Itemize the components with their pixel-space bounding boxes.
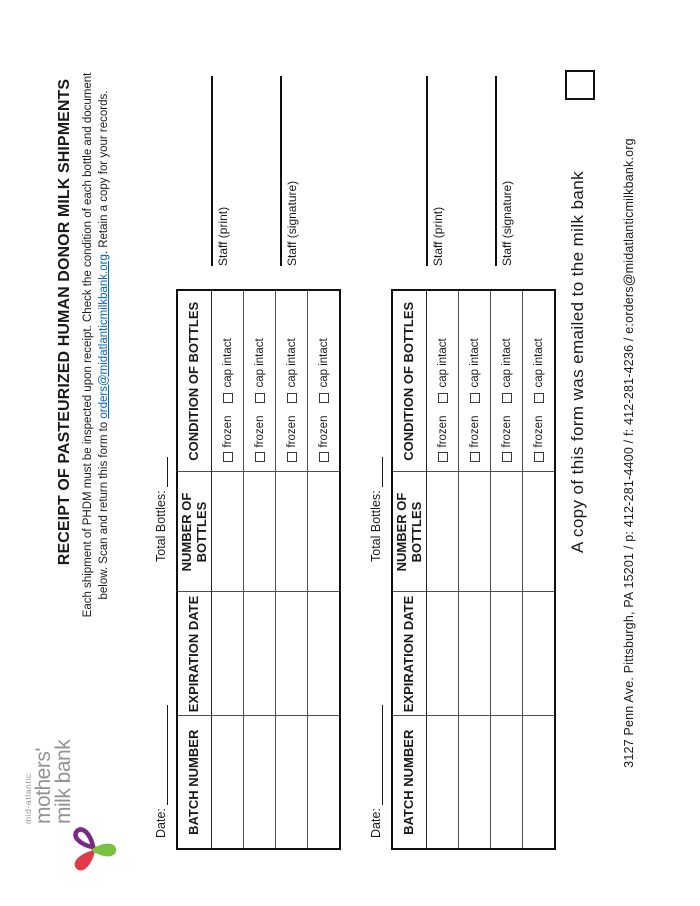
expiration-date-cell[interactable]: [523, 592, 556, 716]
shipment-table: [391, 289, 556, 850]
date-fill-line[interactable]: [369, 705, 383, 805]
table-row: [276, 290, 308, 849]
frozen-checkbox[interactable]: [223, 453, 233, 463]
number-of-bottles-cell[interactable]: [459, 472, 491, 592]
milk-bank-logo: [24, 740, 132, 882]
frozen-label: frozen: [253, 415, 266, 448]
batch-number-cell[interactable]: [276, 716, 308, 849]
date-fill-line[interactable]: [154, 705, 168, 805]
cap-intact-label: cap intact: [468, 338, 481, 388]
condition-cell: [276, 290, 308, 472]
logo-name-line2: milk bank: [52, 739, 76, 824]
batch-number-cell[interactable]: [523, 716, 556, 849]
expiration-date-cell[interactable]: [491, 592, 523, 716]
expiration-date-cell[interactable]: [308, 592, 341, 716]
number-of-bottles-cell[interactable]: [276, 472, 308, 592]
cap-intact-label: cap intact: [285, 338, 298, 388]
logo-tagline: mid-atlantic: [23, 773, 33, 824]
frozen-label: frozen: [221, 415, 234, 448]
logo-name-line1: mothers': [31, 748, 55, 824]
purple-loop: [73, 827, 97, 851]
expiration-date-cell[interactable]: [276, 592, 308, 716]
cap-intact-label: cap intact: [221, 338, 234, 388]
droplet-flower-icon: [60, 818, 132, 882]
frozen-checkbox[interactable]: [534, 453, 544, 463]
condition-cell: [244, 290, 276, 472]
staff-print-label: Staff (print): [216, 206, 230, 266]
frozen-checkbox[interactable]: [287, 453, 297, 463]
table-row: [244, 290, 276, 849]
table-row: [427, 290, 459, 849]
staff-signature-label: Staff (signature): [500, 180, 514, 266]
frozen-checkbox[interactable]: [502, 453, 512, 463]
staff-print-label: Staff (print): [431, 206, 445, 266]
cap-intact-checkbox[interactable]: [534, 393, 544, 403]
column-header-number-of-bottles: NUMBER OF BOTTLES: [177, 472, 212, 592]
table-header-row: [177, 290, 212, 849]
total-bottles-label: Total Bottles:: [369, 490, 383, 562]
column-header-expiration-date: EXPIRATION DATE: [177, 592, 212, 716]
condition-cell: [491, 290, 523, 472]
cap-intact-checkbox[interactable]: [502, 393, 512, 403]
cap-intact-checkbox[interactable]: [223, 393, 233, 403]
cap-intact-checkbox[interactable]: [438, 393, 448, 403]
frozen-label: frozen: [532, 415, 545, 448]
condition-cell: [308, 290, 341, 472]
date-label: Date:: [369, 808, 383, 838]
staff-signature-line[interactable]: [280, 76, 282, 266]
instructions-line1: Each shipment of PHDM must be inspected upon receipt. Check the condition of each bottle and document: [82, 72, 94, 618]
form-header: [56, 14, 112, 676]
column-header-condition-of-bottles: CONDITION OF BOTTLES: [392, 290, 427, 472]
cap-intact-checkbox[interactable]: [319, 393, 329, 403]
cap-intact-label: cap intact: [532, 338, 545, 388]
form-instructions: [81, 14, 112, 676]
orders-email-link[interactable]: orders@midatlanticmilkbank.org: [97, 254, 110, 419]
frozen-checkbox[interactable]: [319, 453, 329, 463]
emailed-confirmation-label: A copy of this form was emailed to the milk bank: [568, 170, 587, 553]
column-header-batch-number: BATCH NUMBER: [177, 716, 212, 849]
frozen-label: frozen: [285, 415, 298, 448]
cap-intact-checkbox[interactable]: [287, 393, 297, 403]
shipment-table: [176, 289, 341, 850]
cap-intact-checkbox[interactable]: [470, 393, 480, 403]
number-of-bottles-cell[interactable]: [427, 472, 459, 592]
batch-number-cell[interactable]: [212, 716, 244, 849]
frozen-label: frozen: [436, 415, 449, 448]
batch-number-cell[interactable]: [308, 716, 341, 849]
instructions-line2-post: . Retain a copy for your records.: [97, 90, 110, 255]
cap-intact-label: cap intact: [436, 338, 449, 388]
column-header-expiration-date: EXPIRATION DATE: [392, 592, 427, 716]
number-of-bottles-cell[interactable]: [212, 472, 244, 592]
frozen-checkbox[interactable]: [470, 453, 480, 463]
cap-intact-label: cap intact: [253, 338, 266, 388]
condition-cell: [459, 290, 491, 472]
number-of-bottles-cell[interactable]: [308, 472, 341, 592]
table-row: [491, 290, 523, 849]
number-of-bottles-cell[interactable]: [491, 472, 523, 592]
condition-cell: [427, 290, 459, 472]
table-row: [459, 290, 491, 849]
column-header-condition-of-bottles: CONDITION OF BOTTLES: [177, 290, 212, 472]
instructions-line2-pre: below. Scan and return this form to: [97, 418, 110, 600]
condition-cell: [523, 290, 556, 472]
expiration-date-cell[interactable]: [212, 592, 244, 716]
expiration-date-cell[interactable]: [459, 592, 491, 716]
cap-intact-label: cap intact: [317, 338, 330, 388]
footer-address: 3127 Penn Ave. Pittsburgh, PA 15201 / p: 412-281-4400 / f: 412-281-4236 / e:orders@midatlanticmilkbank.org: [622, 138, 636, 768]
date-label: Date:: [154, 808, 168, 838]
frozen-label: frozen: [468, 415, 481, 448]
staff-print-signature-line[interactable]: [211, 76, 213, 266]
number-of-bottles-cell[interactable]: [523, 472, 556, 592]
total-bottles-fill-line[interactable]: [154, 457, 168, 487]
column-header-batch-number: BATCH NUMBER: [392, 716, 427, 849]
emailed-checkbox[interactable]: [565, 70, 595, 100]
cap-intact-checkbox[interactable]: [255, 393, 265, 403]
frozen-checkbox[interactable]: [438, 453, 448, 463]
table-header-row: [392, 290, 427, 849]
total-bottles-label: Total Bottles:: [154, 490, 168, 562]
table-row: [308, 290, 341, 849]
batch-number-cell[interactable]: [244, 716, 276, 849]
column-header-number-of-bottles: NUMBER OF BOTTLES: [392, 472, 427, 592]
expiration-date-cell[interactable]: [244, 592, 276, 716]
batch-number-cell[interactable]: [459, 716, 491, 849]
staff-print-signature-line[interactable]: [426, 76, 428, 266]
frozen-label: frozen: [500, 415, 513, 448]
batch-number-cell[interactable]: [427, 716, 459, 849]
frozen-label: frozen: [317, 415, 330, 448]
condition-cell: [212, 290, 244, 472]
table-row: [523, 290, 556, 849]
frozen-checkbox[interactable]: [255, 453, 265, 463]
form-title: RECEIPT OF PASTEURIZED HUMAN DONOR MILK SHIPMENTS: [56, 78, 73, 566]
table-row: [212, 290, 244, 849]
number-of-bottles-cell[interactable]: [244, 472, 276, 592]
expiration-date-cell[interactable]: [427, 592, 459, 716]
total-bottles-fill-line[interactable]: [369, 457, 383, 487]
cap-intact-label: cap intact: [500, 338, 513, 388]
batch-number-cell[interactable]: [491, 716, 523, 849]
staff-signature-line[interactable]: [495, 76, 497, 266]
staff-signature-label: Staff (signature): [285, 180, 299, 266]
